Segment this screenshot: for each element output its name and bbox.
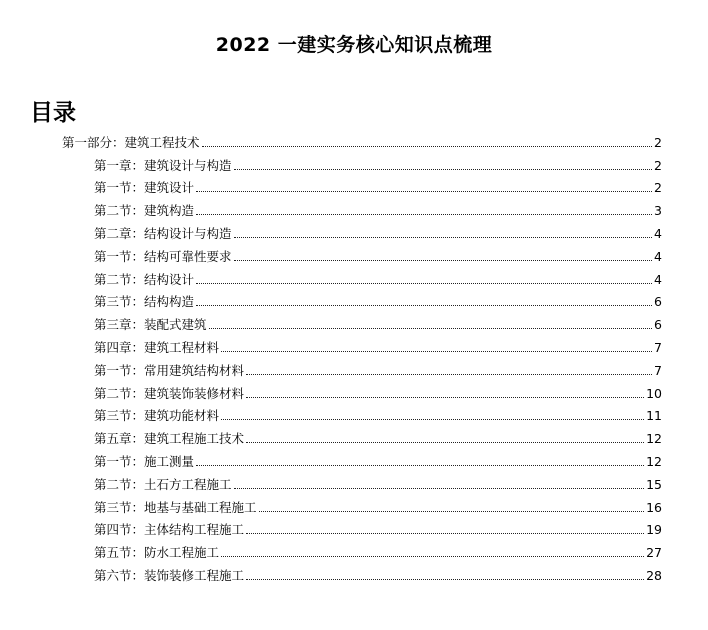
toc-page-number: 4 <box>654 248 662 264</box>
toc-entry[interactable] <box>94 333 662 356</box>
toc-leader-dots <box>202 145 653 147</box>
toc-page-number: 6 <box>654 294 662 310</box>
toc-entry-label: 第五章：建筑工程施工技术 <box>94 431 245 447</box>
toc-leader-dots <box>196 304 652 306</box>
toc-entry[interactable] <box>94 561 662 584</box>
toc-page-number: 6 <box>654 317 662 333</box>
toc-entry[interactable] <box>94 151 662 174</box>
toc-entry-label: 第三节：建筑功能材料 <box>94 408 220 424</box>
toc-page-number: 12 <box>646 431 662 447</box>
toc-leader-dots <box>221 350 652 352</box>
toc-page-number: 19 <box>646 522 662 538</box>
toc-entry[interactable] <box>94 402 662 425</box>
toc-entry-label: 第一节：结构可靠性要求 <box>94 248 232 264</box>
toc-entry[interactable] <box>94 310 662 333</box>
toc-page-number: 4 <box>654 225 662 241</box>
toc-entry-label: 第一节：施工测量 <box>94 453 195 469</box>
toc-entry-label: 第三节：结构构造 <box>94 294 195 310</box>
toc-entry[interactable] <box>94 470 662 493</box>
toc-page-number: 7 <box>654 339 662 355</box>
toc-entry[interactable] <box>94 447 662 470</box>
toc-entry-label: 第四节：主体结构工程施工 <box>94 522 245 538</box>
toc-leader-dots <box>234 168 653 170</box>
toc-entry[interactable] <box>94 538 662 561</box>
toc-entry-label: 第二节：土石方工程施工 <box>94 476 232 492</box>
toc-page-number: 12 <box>646 453 662 469</box>
toc-leader-dots <box>246 396 644 398</box>
toc-entry-label: 第二章：结构设计与构造 <box>94 225 232 241</box>
toc-page-number: 2 <box>654 134 662 150</box>
toc-entry[interactable] <box>62 128 662 151</box>
toc-leader-dots <box>246 578 644 580</box>
toc-entry[interactable] <box>94 219 662 242</box>
toc-leader-dots <box>246 441 644 443</box>
toc-entry-label: 第一章：建筑设计与构造 <box>94 157 232 173</box>
toc-page-number: 7 <box>654 362 662 378</box>
table-of-contents <box>0 128 708 584</box>
toc-leader-dots <box>221 418 644 420</box>
toc-entry[interactable] <box>94 174 662 197</box>
toc-page-number: 16 <box>646 499 662 515</box>
toc-page-number: 15 <box>646 476 662 492</box>
toc-leader-dots <box>196 282 652 284</box>
toc-leader-dots <box>196 190 652 192</box>
toc-entry-label: 第二节：建筑装饰装修材料 <box>94 385 245 401</box>
toc-page-number: 11 <box>646 408 662 424</box>
toc-entry[interactable] <box>94 424 662 447</box>
toc-entry[interactable] <box>94 265 662 288</box>
toc-entry[interactable] <box>94 379 662 402</box>
toc-leader-dots <box>259 510 645 512</box>
toc-entry-label: 第二节：结构设计 <box>94 271 195 287</box>
toc-entry-label: 第三节：地基与基础工程施工 <box>94 499 257 515</box>
toc-leader-dots <box>234 487 645 489</box>
toc-page-number: 2 <box>654 157 662 173</box>
toc-entry[interactable] <box>94 242 662 265</box>
toc-leader-dots <box>234 236 653 238</box>
toc-leader-dots <box>221 555 644 557</box>
toc-leader-dots <box>234 259 653 261</box>
toc-page-number: 28 <box>646 567 662 583</box>
toc-leader-dots <box>196 213 652 215</box>
toc-page-number: 3 <box>654 203 662 219</box>
toc-heading: 目录 <box>30 100 76 126</box>
toc-entry-label: 第一节：常用建筑结构材料 <box>94 362 245 378</box>
toc-entry-label: 第四章：建筑工程材料 <box>94 339 220 355</box>
toc-entry-label: 第六节：装饰装修工程施工 <box>94 567 245 583</box>
toc-entry-label: 第二节：建筑构造 <box>94 203 195 219</box>
toc-entry[interactable] <box>94 196 662 219</box>
toc-entry-label: 第一节：建筑设计 <box>94 180 195 196</box>
toc-page-number: 27 <box>646 545 662 561</box>
toc-leader-dots <box>209 327 653 329</box>
toc-entry-label: 第一部分：建筑工程技术 <box>62 134 200 150</box>
toc-page-number: 10 <box>646 385 662 401</box>
toc-leader-dots <box>246 532 644 534</box>
toc-page-number: 4 <box>654 271 662 287</box>
toc-entry[interactable] <box>94 493 662 516</box>
toc-entry[interactable] <box>94 288 662 311</box>
toc-leader-dots <box>196 464 644 466</box>
toc-entry-label: 第五节：防水工程施工 <box>94 545 220 561</box>
toc-entry[interactable] <box>94 516 662 539</box>
toc-leader-dots <box>246 373 652 375</box>
toc-entry-label: 第三章：装配式建筑 <box>94 317 207 333</box>
document-title: 2022 一建实务核心知识点梳理 <box>215 34 493 56</box>
toc-entry[interactable] <box>94 356 662 379</box>
toc-page-number: 2 <box>654 180 662 196</box>
